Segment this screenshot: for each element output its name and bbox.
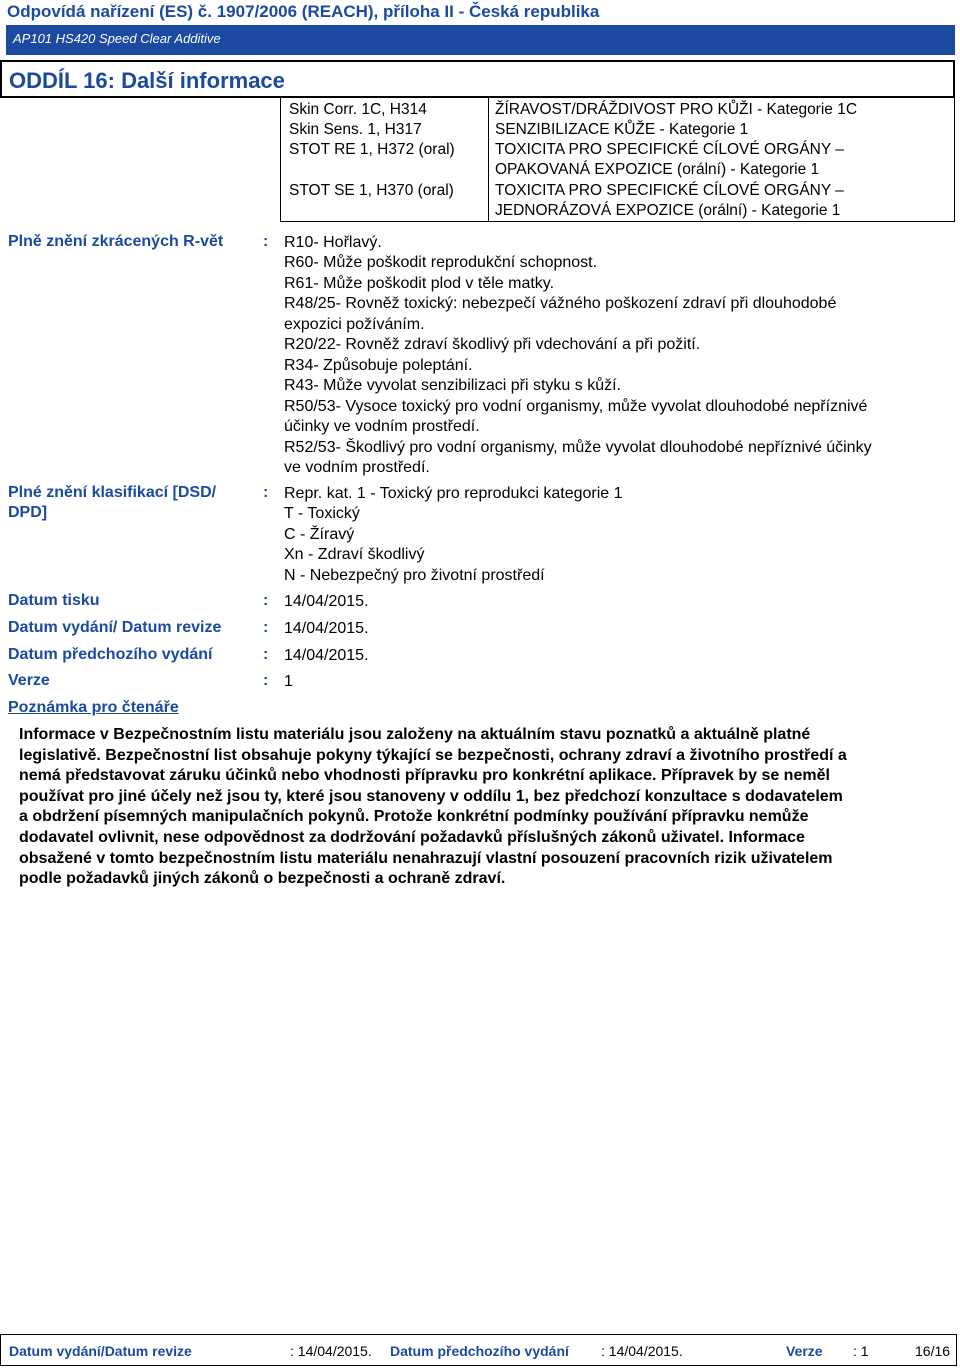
print-date-colon: :	[263, 592, 269, 609]
r-phrase-line: R43- Může vyvolat senzibilizaci při styku s kůží.	[284, 377, 621, 394]
dsd-line: T - Toxický	[284, 505, 360, 522]
class-code: Skin Sens. 1, H317	[289, 121, 422, 138]
dsd-line: Repr. kat. 1 - Toxický pro reprodukci kategorie 1	[284, 485, 623, 502]
version-colon: :	[263, 672, 269, 689]
regulation-header	[0, 0, 960, 24]
class-description: ŽÍRAVOST/DRÁŽDIVOST PRO KŮŽI - Kategorie 1C	[495, 101, 858, 118]
previous-date-value: 14/04/2015.	[284, 647, 369, 664]
revision-date-colon: :	[263, 619, 269, 636]
footer-previous-value: : 14/04/2015.	[601, 1343, 683, 1359]
notice-line: legislativě. Bezpečnostní list obsahuje pokyny týkající se bezpečnosti, ochrany zdraví a životního prostředí a	[19, 746, 847, 764]
section-heading	[0, 60, 955, 98]
notice-line: dodavatel ovlivnit, nese odpovědnost za dodržování požadavků příslušných zákonů uživatel. Informace	[19, 828, 805, 846]
notice-line: podle požadavků jiných zákonů o bezpečnosti a ochraně zdraví.	[19, 870, 506, 888]
r-phrase-line: ve vodním prostředí.	[284, 459, 430, 476]
print-date-label: Datum tisku	[8, 592, 100, 609]
dsd-label-cont: DPD]	[8, 504, 48, 521]
revision-date-value: 14/04/2015.	[284, 620, 369, 637]
dsd-line: Xn - Zdraví škodlivý	[284, 546, 425, 563]
classification-table	[280, 96, 955, 222]
dsd-line: N - Nebezpečný pro životní prostředí	[284, 567, 545, 584]
notice-line: používat pro jiné účely než jsou ty, které jsou stanoveny v oddílu 1, bez předchozí konzultace s dodavatelem	[19, 787, 843, 805]
version-label: Verze	[8, 672, 50, 689]
r-phrase-line: R52/53- Škodlivý pro vodní organismy, může vyvolat dlouhodobé nepříznivé účinky	[284, 439, 872, 456]
notice-line: nemá představovat záruku účinků nebo vhodnosti přípravku pro konkrétní aplikace. Přípravek by se neměl	[19, 767, 830, 785]
product-bar	[6, 25, 955, 55]
r-phrase-line: R48/25- Rovněž toxický: nebezpečí vážného poškození zdraví při dlouhodobé	[284, 295, 837, 312]
revision-date-label: Datum vydání/ Datum revize	[8, 619, 222, 636]
r-phrase-line: R20/22- Rovněž zdraví škodlivý při vdechování a při požití.	[284, 336, 701, 353]
page-footer	[0, 1334, 957, 1366]
previous-date-colon: :	[263, 646, 269, 663]
footer-page-number: 16/16	[915, 1343, 951, 1359]
footer-previous-label: Datum předchozího vydání	[390, 1343, 569, 1359]
class-description: TOXICITA PRO SPECIFICKÉ CÍLOVÉ ORGÁNY –	[495, 141, 844, 158]
notice-line: a obdržení písemných manipulačních pokynů. Protože konkrétní podmínky používání přípravku nemůže	[19, 808, 809, 826]
r-phrases-colon: :	[263, 233, 269, 250]
notice-line: Informace v Bezpečnostním listu materiálu jsou založeny na aktuálním stavu poznatků a aktuálně platné	[19, 726, 811, 743]
notice-line: obsažené v tomto bezpečnostním listu materiálu nenahrazují vlastní posouzení pracovních rizik uživatelem	[19, 849, 833, 867]
r-phrase-line: účinky ve vodním prostředí.	[284, 418, 480, 435]
section-title: ODDÍL 16: Další informace	[9, 68, 285, 93]
class-code: STOT SE 1, H370 (oral)	[289, 182, 454, 199]
r-phrase-line: R60- Může poškodit reprodukční schopnost.	[284, 254, 598, 271]
dsd-line: C - Žíravý	[284, 526, 355, 543]
r-phrase-line: R10- Hořlavý.	[284, 234, 382, 251]
version-value: 1	[284, 673, 293, 690]
r-phrase-line: R50/53- Vysoce toxický pro vodní organismy, může vyvolat dlouhodobé nepříznivé	[284, 398, 868, 415]
dsd-label: Plné znění klasifikací [DSD/	[8, 484, 217, 501]
class-code: STOT RE 1, H372 (oral)	[289, 141, 455, 158]
previous-date-label: Datum předchozího vydání	[8, 646, 213, 663]
r-phrase-line: R61- Může poškodit plod v těle matky.	[284, 275, 555, 292]
footer-revision-label: Datum vydání/Datum revize	[9, 1343, 192, 1359]
product-name: AP101 HS420 Speed Clear Additive	[13, 31, 221, 46]
reader-note-text	[19, 725, 949, 890]
print-date-value: 14/04/2015.	[284, 593, 369, 610]
class-description: JEDNORÁZOVÁ EXPOZICE (orální) - Kategorie 1	[495, 202, 841, 219]
r-phrase-line: R34- Způsobuje poleptání.	[284, 357, 473, 374]
class-description: TOXICITA PRO SPECIFICKÉ CÍLOVÉ ORGÁNY –	[495, 182, 844, 199]
footer-version-label: Verze	[786, 1343, 823, 1359]
class-description: OPAKOVANÁ EXPOZICE (orální) - Kategorie 1	[495, 161, 820, 178]
footer-version-value: : 1	[853, 1343, 869, 1359]
regulation-title: Odpovídá nařízení (ES) č. 1907/2006 (REACH), příloha II - Česká republika	[7, 2, 600, 21]
class-code: Skin Corr. 1C, H314	[289, 101, 427, 118]
reader-note-label: Poznámka pro čtenáře	[8, 699, 179, 716]
dsd-colon: :	[263, 484, 269, 501]
r-phrases-label: Plně znění zkrácených R-vět	[8, 233, 224, 250]
class-description: SENZIBILIZACE KŮŽE - Kategorie 1	[495, 121, 749, 138]
footer-revision-value: : 14/04/2015.	[290, 1343, 372, 1359]
table-divider	[488, 96, 489, 221]
r-phrase-line: expozici požíváním.	[284, 316, 425, 333]
